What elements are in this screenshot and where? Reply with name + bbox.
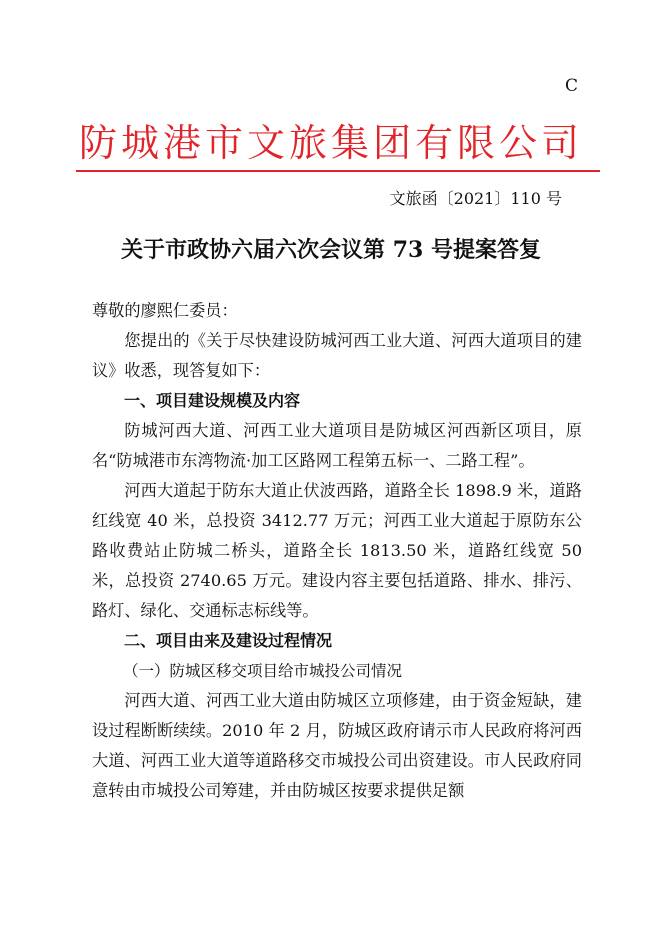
paragraph-3: 河西大道、河西工业大道由防城区立项修建，由于资金短缺，建设过程断断续续。2010 年 2 月，防城区政府请示市人民政府将河西大道、河西工业大道等道路移交市城投公司出资建设。市人民政府同意转由市城投公司筹建，并由防城区按要求提供足额: [92, 691, 582, 800]
document-body: [92, 296, 582, 806]
document-title: 关于市政协六届六次会议第 73 号提案答复: [121, 237, 541, 263]
section-heading-2: 二、项目由来及建设过程情况: [124, 631, 333, 650]
corner-mark: C: [564, 76, 578, 96]
section-heading-1: 一、项目建设规模及内容: [124, 391, 301, 410]
document-number: 文旅函〔2021〕110 号: [389, 189, 562, 208]
organization-name: 防城港市文旅集团有限公司: [78, 121, 583, 165]
subsection-heading-1: （一）防城区移交项目给市城投公司情况: [123, 662, 403, 680]
paragraph-2: 河西大道起于防东大道止伏波西路，道路全长 1898.9 米，道路红线宽 40 米，总投资 3412.77 万元；河西工业大道起于原防东公路收费站止防城二桥头，道路全长 1813.50 米，道路红线宽 50 米，总投资 2740.65 万元。建设内容主要包括道路、排水、排污、路灯、绿化、交通标志标线等。: [92, 481, 582, 620]
red-divider-line: [76, 170, 600, 172]
salutation: 尊敬的廖熙仁委员：: [92, 301, 238, 320]
paragraph-1: 防城河西大道、河西工业大道项目是防城区河西新区项目，原名“防城港市东湾物流·加工区路网工程第五标一、二路工程”。: [92, 421, 582, 470]
intro-paragraph: 您提出的《关于尽快建设防城河西工业大道、河西大道项目的建议》收悉，现答复如下：: [92, 331, 582, 380]
